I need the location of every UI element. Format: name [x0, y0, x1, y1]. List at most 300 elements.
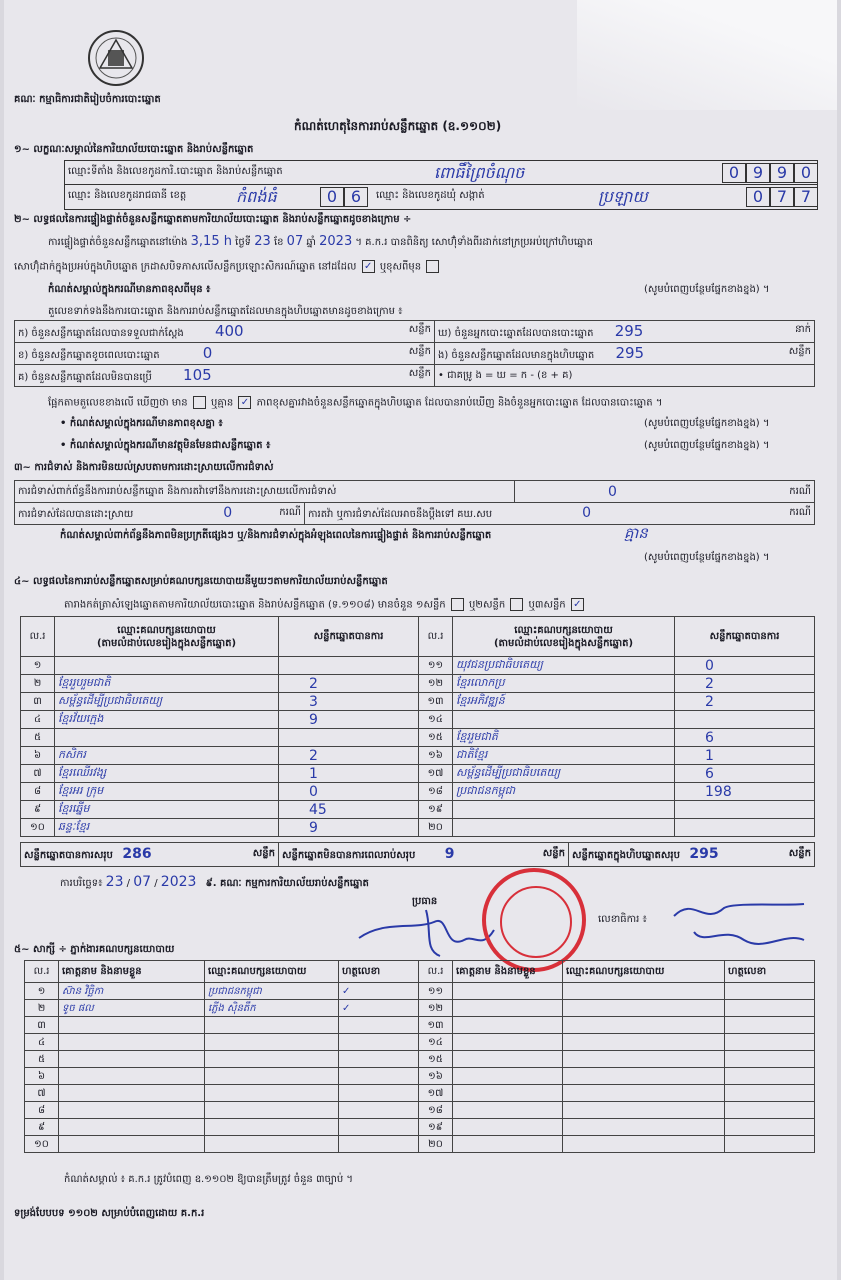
table-row [21, 801, 419, 819]
row-number: ៣ [25, 1017, 59, 1034]
witness-row [419, 1102, 815, 1119]
tally-unit: សន្លឹក [408, 346, 431, 357]
two-sheet-label: ឬ២សន្លឹក [469, 599, 506, 611]
witness-row [419, 1051, 815, 1068]
tally-formula: • ជាគម្រូ ង = ឃ = ក - (ខ + គ) [438, 370, 573, 381]
row-number: ៩ [25, 1119, 59, 1136]
row-number: ៧ [25, 1085, 59, 1102]
col-party-title: ឈ្មោះគណបក្សនយោបាយ [117, 624, 216, 636]
results-right-body [419, 657, 815, 837]
tally-unit: សន្លឹក [408, 324, 431, 335]
objection-row [515, 481, 815, 503]
witness-name [59, 1102, 205, 1119]
tally-row [15, 321, 435, 343]
results-table-right [418, 616, 815, 837]
photo-glare [577, 0, 837, 110]
province-value: កំពង់ធំ [236, 187, 277, 206]
witness-signature [339, 1136, 419, 1153]
witness-name [59, 1119, 205, 1136]
witness-signature [725, 1136, 815, 1153]
row-number: ៥ [21, 729, 55, 747]
col-sign-header: ហត្ថលេខា [725, 961, 815, 983]
date-line: ការបរិច្ឆេទ៖ 23 / 07 / 2023 ៩. គណៈ កម្មការការិយាល័យរាប់សន្លឹកឆ្នោត [60, 874, 369, 890]
office-code-digit: 9 [746, 163, 770, 183]
row-number: ១៤ [419, 1034, 453, 1051]
witness-party [563, 1119, 725, 1136]
witness-party [563, 1136, 725, 1153]
witness-name [453, 1119, 563, 1136]
official-seal-icon [482, 868, 586, 972]
objection-label: ការជំទាស់ពាក់ព័ន្ធនឹងការរាប់សន្លឹកឆ្នោត និងការតវ៉ាទៅនឹងការដោះស្រាយលើការជំទាស់ [18, 486, 337, 497]
tally-label: ឃ) ចំនួនអ្នកបោះឆ្នោតដែលបានបោះឆ្នោត [438, 328, 594, 339]
row-number: ១៨ [419, 1102, 453, 1119]
table-row [21, 819, 419, 837]
vote-count [279, 657, 419, 675]
commune-code-digit: 7 [770, 187, 794, 207]
row-number: ១៧ [419, 765, 453, 783]
tally-value: 295 [614, 322, 644, 340]
tally-value: 105 [183, 366, 212, 384]
table-row [21, 729, 419, 747]
tally-label: គ) ចំនួនសន្លឹកឆ្នោតដែលមិនបានប្រើ [18, 372, 152, 383]
party-name: សម្ព័ន្ធដើម្បីប្រជាធិបតេយ្យ [55, 693, 279, 711]
witness-signature [725, 983, 815, 1000]
witness-party [563, 1017, 725, 1034]
total-box-value: 295 [689, 846, 719, 862]
line2-text: សោហ៊ុំដាក់ក្នុងប្រអប់ក្នុងហិបឆ្នោត ក្រដាសបិទភាសលើសន្លឹកប្រឡោះសិករណ៍ឆ្នោត នៅដដែល [14, 261, 357, 273]
table-row [21, 711, 419, 729]
office-code-digit: 0 [794, 163, 818, 183]
witness-signature [725, 1085, 815, 1102]
results-left-body [21, 657, 419, 837]
vote-count: 9 [279, 711, 419, 729]
col-votes-header: សន្លឹកឆ្នោតបានការ [279, 617, 419, 657]
party-name: ខ្មែរអរ ក្រុម [55, 783, 279, 801]
tally-unit: នាក់ [795, 324, 811, 335]
vote-count [279, 729, 419, 747]
vote-count [675, 819, 815, 837]
vote-count: 9 [279, 819, 419, 837]
witness-name [453, 1068, 563, 1085]
row-number: ១៤ [419, 711, 453, 729]
row-number: ៦ [25, 1068, 59, 1085]
province-label: ឈ្មោះ និងលេខកូដរាជធានី ខេត្ត [68, 190, 187, 201]
witness-party [205, 1017, 339, 1034]
section5-heading: ៥~ សាក្សី ÷ ភ្នាក់ងារគណបក្សនយោបាយ [14, 944, 175, 955]
total-valid-cell [21, 843, 279, 867]
year-label: ឆ្នាំ [306, 237, 316, 248]
vote-count: 0 [675, 657, 815, 675]
col-party-header: ឈ្មោះគណបក្សនយោបាយ [205, 961, 339, 983]
fill-hint: (សូមបំពេញបន្ថែមផ្នែកខាងខ្នង) ។ [644, 418, 770, 429]
witness-name: ទូច ផល [59, 1000, 205, 1017]
witness-name [453, 1034, 563, 1051]
same-checkbox[interactable]: ✓ [362, 260, 375, 273]
witness-name [59, 1051, 205, 1068]
witness-left-body [25, 983, 419, 1153]
row-number: ១៣ [419, 1017, 453, 1034]
table-row [21, 675, 419, 693]
witness-party [563, 1034, 725, 1051]
party-name: ជាតិខ្មែរ [453, 747, 675, 765]
table-row [419, 657, 815, 675]
three-sheet-checkbox[interactable]: ✓ [571, 598, 584, 611]
witness-name [59, 1017, 205, 1034]
table-row [21, 747, 419, 765]
witness-table-left [24, 960, 419, 1153]
objection-unit: ករណី [279, 507, 301, 518]
tally-row [15, 365, 435, 387]
page-title: កំណត់ហេតុនៃការរាប់សន្លឹកឆ្នោត (ឧ.១១០២) [294, 119, 502, 133]
witness-party [205, 1051, 339, 1068]
row-number: ២០ [419, 819, 453, 837]
table-row [419, 801, 815, 819]
witness-signature [339, 1102, 419, 1119]
witness-signature [725, 1034, 815, 1051]
row-number: ១៨ [419, 783, 453, 801]
witness-row [419, 1068, 815, 1085]
col-party-header [453, 617, 675, 657]
section2-line1 [48, 236, 593, 249]
three-sheet-label: ឬ៣សន្លឹក [528, 599, 566, 611]
witness-row [25, 983, 419, 1000]
witness-signature [339, 1085, 419, 1102]
party-name [453, 801, 675, 819]
province-code-digit: 6 [344, 187, 368, 207]
row-number: ៩ [21, 801, 55, 819]
commune-code-digit: 0 [746, 187, 770, 207]
date-year: 2023 [160, 874, 197, 890]
form-footer: ទម្រង់បែបបទ ១១០២ សម្រាប់បំពេញដោយ គ.ក.រ [14, 1208, 205, 1219]
party-name: យុវជនប្រជាធិបតេយ្យ [453, 657, 675, 675]
witness-row [419, 1136, 815, 1153]
objection-label: ការជំទាស់ដែលបានដោះស្រាយ [18, 509, 134, 520]
vote-count: 2 [279, 675, 419, 693]
results-table-left [20, 616, 419, 837]
office-label: ឈ្មោះទីតាំង និងលេខកូដការិ.បោះឆ្នោត និងរាប់សន្លឹកឆ្នោត [68, 166, 283, 177]
witness-party [563, 1085, 725, 1102]
day-value: 23 [254, 234, 271, 249]
commune-label: ឈ្មោះ និងលេខកូដឃុំ សង្កាត់ [376, 190, 485, 201]
row-number: ១៥ [419, 729, 453, 747]
witness-row [25, 1102, 419, 1119]
table-row [419, 747, 815, 765]
no-diff-label: ឬគ្មាន [211, 397, 234, 409]
total-invalid-label: សន្លឹកឆ្នោតមិនបានការពេលរាប់សរុប [282, 850, 416, 861]
witness-name [59, 1068, 205, 1085]
objection-unit: ករណី [789, 485, 812, 497]
witness-right-body [419, 983, 815, 1153]
witness-party [563, 1068, 725, 1085]
section1-heading: ១~ លក្ខណៈសម្គាល់នៃការិយាល័យបោះឆ្នោត និងរាប់សន្លឹកឆ្នោត [14, 144, 254, 155]
witness-signature [725, 1068, 815, 1085]
changed-label: ឬខុសពីមុន [379, 261, 422, 273]
tally-row [435, 343, 815, 365]
col-party-header: ឈ្មោះគណបក្សនយោបាយ [563, 961, 725, 983]
tally-unit: សន្លឹក [788, 346, 811, 357]
total-valid-label: សន្លឹកឆ្នោតបានការសរុប [24, 850, 113, 861]
party-name: កសិករ [55, 747, 279, 765]
no-diff-checkbox[interactable]: ✓ [238, 396, 251, 409]
vote-count: 198 [675, 783, 815, 801]
witness-signature [339, 1034, 419, 1051]
table-row [419, 711, 815, 729]
row-number: ១០ [25, 1136, 59, 1153]
witness-signature [725, 1119, 815, 1136]
row-number: ៧ [21, 765, 55, 783]
col-party-sub: (តាមលំដាប់លេខរៀងក្នុងសន្លឹកឆ្នោត) [493, 637, 634, 649]
row-number: ២០ [419, 1136, 453, 1153]
row-number: ១៩ [419, 1119, 453, 1136]
row-number: ៤ [25, 1034, 59, 1051]
one-sheet-checkbox[interactable] [451, 598, 464, 611]
tally-value: 295 [615, 344, 645, 362]
col-name-header: គោត្តនាម និងនាមខ្លួន [59, 961, 205, 983]
witness-row [419, 983, 815, 1000]
col-name-header: គោត្តនាម និងនាមខ្លួន [453, 961, 563, 983]
witness-name [59, 1034, 205, 1051]
total-invalid-value: 9 [444, 846, 455, 862]
row-number: ១២ [419, 675, 453, 693]
tally-label: ង) ចំនួនសន្លឹកឆ្នោតដែលមានក្នុងហិបឆ្នោត [438, 350, 595, 361]
witness-name [453, 1000, 563, 1017]
witness-row [25, 1068, 419, 1085]
line1-rest: ។ គ.ក.រ បានពិនិត្យ សោហ៊ុំទាំងពីរដាក់នៅក្រប្រអប់ក្រៅហិបឆ្នោត [355, 237, 593, 248]
col-no-header: ល.រ [25, 961, 59, 983]
tally-value: 400 [214, 322, 244, 340]
table-row [21, 783, 419, 801]
witness-party: ប្រជាជនកម្ពុជា [205, 983, 339, 1000]
row-number: ១២ [419, 1000, 453, 1017]
party-name: ខ្មែររួបរួមជាតិ [55, 675, 279, 693]
witness-name [453, 1051, 563, 1068]
vote-count: 1 [675, 747, 815, 765]
summary-rest: ភាពខុសគ្នារវាងចំនួនសន្លឹកឆ្នោតក្នុងហិបឆ្នោត ដែលបានរាប់ឃើញ និងចំនួនអ្នកបោះឆ្នោត ដែលបានបោះឆ្នោត ។ [256, 397, 663, 409]
tally-label: ក) ចំនួនសន្លឹកឆ្នោតដែលបានទទួលជាក់ស្តែង [18, 328, 184, 339]
month-label: ខែ [273, 237, 284, 248]
col-no-header: ល.រ [21, 617, 55, 657]
vote-count: 0 [279, 783, 419, 801]
party-name: ប្រជាជនកម្ពុជា [453, 783, 675, 801]
party-name: ខ្មែរលោកប្រ [453, 675, 675, 693]
witness-signature [725, 1102, 815, 1119]
section3-heading: ៣~ ការជំទាស់ និងការមិនយល់ស្របតាមការដោះស្រាយលើការជំទាស់ [14, 462, 274, 473]
changed-checkbox[interactable] [426, 260, 439, 273]
two-sheet-checkbox[interactable] [510, 598, 523, 611]
witness-signature [339, 1051, 419, 1068]
chair-label: ប្រធាន [412, 896, 438, 907]
fill-hint: (សូមបំពេញបន្ថែមផ្នែកខាងខ្នង) ។ [644, 440, 770, 451]
row-number: ៨ [25, 1102, 59, 1119]
witness-party [205, 1034, 339, 1051]
party-name: សម្ព័ន្ធដើម្បីប្រជាធិបតេយ្យ [453, 765, 675, 783]
row-number: ១៩ [419, 801, 453, 819]
witness-party [563, 983, 725, 1000]
witness-signature [339, 1119, 419, 1136]
row-number: ១១ [419, 983, 453, 1000]
objection-row [15, 503, 305, 525]
office-code-digit: 9 [770, 163, 794, 183]
row-number: ២ [21, 675, 55, 693]
note-object: • កំណត់សម្គាល់ក្នុងករណីមានវត្ថុមិនមែនជាសន្លឹកឆ្នោត ៖ [60, 440, 271, 451]
witness-row [25, 1017, 419, 1034]
witness-row [25, 1000, 419, 1017]
row-number: ២ [25, 1000, 59, 1017]
witness-party [205, 1119, 339, 1136]
tally-table [14, 320, 815, 387]
witness-name [453, 1017, 563, 1034]
objection-value: 0 [582, 505, 592, 521]
witness-name [59, 1136, 205, 1153]
party-name [453, 819, 675, 837]
section2-intro: តួលេខទាក់ទងនឹងការបោះឆ្នោត និងការរាប់សន្លឹកឆ្នោតដែលមានក្នុងហិបឆ្នោតមានដូចខាងក្រោម ៖ [48, 306, 403, 317]
date-day: 23 [105, 874, 124, 890]
table-row [21, 693, 419, 711]
secretary-label: លេខាធិការ ៖ [598, 914, 647, 925]
row-number: ១៥ [419, 1051, 453, 1068]
col-no-header: ល.រ [419, 617, 453, 657]
row-number: ១៦ [419, 1068, 453, 1085]
vote-count [675, 801, 815, 819]
province-code-digit: 0 [320, 187, 344, 207]
witness-row [419, 1085, 815, 1102]
witness-name [453, 983, 563, 1000]
party-name [55, 729, 279, 747]
witness-row [25, 1136, 419, 1153]
vote-count: 6 [675, 729, 815, 747]
commune-code-digit: 7 [794, 187, 818, 207]
row-number: ១៣ [419, 693, 453, 711]
row-number: ៥ [25, 1051, 59, 1068]
col-party-header [55, 617, 279, 657]
objection-row [305, 503, 815, 525]
vote-count [675, 711, 815, 729]
row-number: ១៧ [419, 1085, 453, 1102]
witness-signature: ✓ [339, 1000, 419, 1017]
row-number: ៨ [21, 783, 55, 801]
tally-row [435, 321, 815, 343]
col-votes-header: សន្លឹកឆ្នោតបានការ [675, 617, 815, 657]
section4-intro [64, 598, 586, 612]
vote-count: 1 [279, 765, 419, 783]
year-value: 2023 [319, 234, 353, 249]
witness-party [205, 1102, 339, 1119]
witness-row [25, 1119, 419, 1136]
witness-signature [725, 1051, 815, 1068]
total-valid-value: 286 [122, 846, 152, 862]
total-unit: សន្លឹក [788, 848, 811, 859]
party-name: ខ្មែរវ័យក្មេង [55, 711, 279, 729]
witness-row [25, 1085, 419, 1102]
witness-name [453, 1085, 563, 1102]
section4-heading: ៤~ លទ្ធផលនៃការរាប់សន្លឹកឆ្នោតសម្រាប់គណបក្សនយោបាយនីមួយៗតាមការិយាល័យរាប់សន្លឹកឆ្នោត [14, 576, 388, 587]
vote-count: 2 [279, 747, 419, 765]
col-sign-header: ហត្ថលេខា [339, 961, 419, 983]
section3-note: កំណត់សម្គាល់ពាក់ព័ន្ធនឹងភាពមិនប្រក្រតីផ្សេងៗ ឬ/និងការជំទាស់ក្នុងអំឡុងពេលនៃការផ្ទៀងផ្ទាត់ និងការរាប់សន្លឹកឆ្នោត [60, 530, 492, 541]
table-row [419, 765, 815, 783]
objection-row [15, 481, 515, 503]
vote-count: 6 [675, 765, 815, 783]
party-name: ឆន្ទៈខ្មែរ [55, 819, 279, 837]
row-number: ១ [25, 983, 59, 1000]
fill-hint: (សូមបំពេញបន្ថែមផ្នែកខាងខ្នង) ។ [644, 552, 770, 563]
section3-note-value: គ្មាន [624, 524, 648, 542]
table-row [419, 729, 815, 747]
footnote: កំណត់សម្គាល់ ៖ គ.ក.រ ត្រូវបំពេញ ឧ.១១០២ ឱ្យបានត្រឹមត្រូវ ចំនួន ៣ច្បាប់ ។ [64, 1174, 353, 1185]
total-unit: សន្លឹក [542, 848, 565, 859]
col-party-sub: (តាមលំដាប់លេខរៀងក្នុងសន្លឹកឆ្នោត) [96, 637, 237, 649]
party-name: ខ្មែរឈើរវង្ស [55, 765, 279, 783]
objection-value: 0 [223, 505, 233, 521]
witness-row [419, 1000, 815, 1017]
table-row [419, 819, 815, 837]
witness-party [205, 1085, 339, 1102]
col-no-header: ល.រ [419, 961, 453, 983]
table-row [419, 675, 815, 693]
witness-signature [725, 1017, 815, 1034]
total-unit: សន្លឹក [252, 848, 275, 859]
chair-signature-icon [354, 900, 504, 960]
objection-value: 0 [608, 483, 617, 500]
witness-name [453, 1136, 563, 1153]
nec-emblem-icon [86, 28, 146, 88]
witness-row [419, 1119, 815, 1136]
objection-unit: ករណី [789, 507, 812, 518]
line1-text: ការផ្ទៀងផ្ទាត់ចំនួនសន្លឹកឆ្នោតនៅម៉ោង [48, 237, 188, 248]
col-party-title: ឈ្មោះគណបក្សនយោបាយ [514, 624, 613, 636]
tally-unit: សន្លឹក [408, 368, 431, 379]
summary-line [48, 396, 662, 410]
witness-row [419, 1034, 815, 1051]
row-number: ១៦ [419, 747, 453, 765]
witness-row [25, 1034, 419, 1051]
org-name: គណៈ កម្មាធិការជាតិរៀបចំការបោះឆ្នោត [14, 94, 161, 105]
intro-text: តារាងកត់ត្រាសំឡេងឆ្នោតតាមការិយាល័យបោះឆ្នោត និងរាប់សន្លឹកឆ្នោត (ទ.១១០៨) មានចំនួន ១សន្លឹក [64, 599, 446, 611]
party-name: ខ្មែររួមជាតិ [453, 729, 675, 747]
fill-hint: (សូមបំពេញបន្ថែមផ្នែកខាងខ្នង) ។ [644, 284, 770, 295]
secretary-signature-icon [664, 896, 814, 956]
party-name: ខ្មែរឆ្នើម [55, 801, 279, 819]
table-row [21, 657, 419, 675]
witness-party [205, 1136, 339, 1153]
witness-name [453, 1102, 563, 1119]
witness-party [563, 1102, 725, 1119]
section2-heading: ២~ លទ្ធផលនៃការផ្ទៀងផ្ទាត់ចំនួនសន្លឹកឆ្នោតតាមការិយាល័យបោះឆ្នោត និងរាប់សន្លឹកឆ្នោតដូចខាងក្រោម ÷ [14, 214, 412, 225]
form-page [4, 0, 837, 1280]
witness-signature [339, 1068, 419, 1085]
party-name [453, 711, 675, 729]
row-number: ១០ [21, 819, 55, 837]
total-box-cell [569, 843, 815, 867]
totals-table [20, 842, 815, 867]
witness-signature: ✓ [339, 983, 419, 1000]
has-diff-checkbox[interactable] [193, 396, 206, 409]
vote-count: 2 [675, 693, 815, 711]
note-diff: • កំណត់សម្គាល់ក្នុងករណីមានភាពខុសគ្នា ៖ [60, 418, 223, 429]
table-row [419, 783, 815, 801]
month-value: 07 [286, 234, 304, 249]
witness-row [25, 1051, 419, 1068]
row-number: ៤ [21, 711, 55, 729]
total-invalid-cell [279, 843, 569, 867]
commune-value: ប្រឡាយ [598, 187, 648, 206]
tally-row [435, 365, 815, 387]
witness-table-right [418, 960, 815, 1153]
witness-name: ស៊ាន វិច្ឆិកា [59, 983, 205, 1000]
date-month: 07 [133, 874, 152, 890]
table-row [419, 693, 815, 711]
tally-value: 0 [202, 344, 213, 362]
